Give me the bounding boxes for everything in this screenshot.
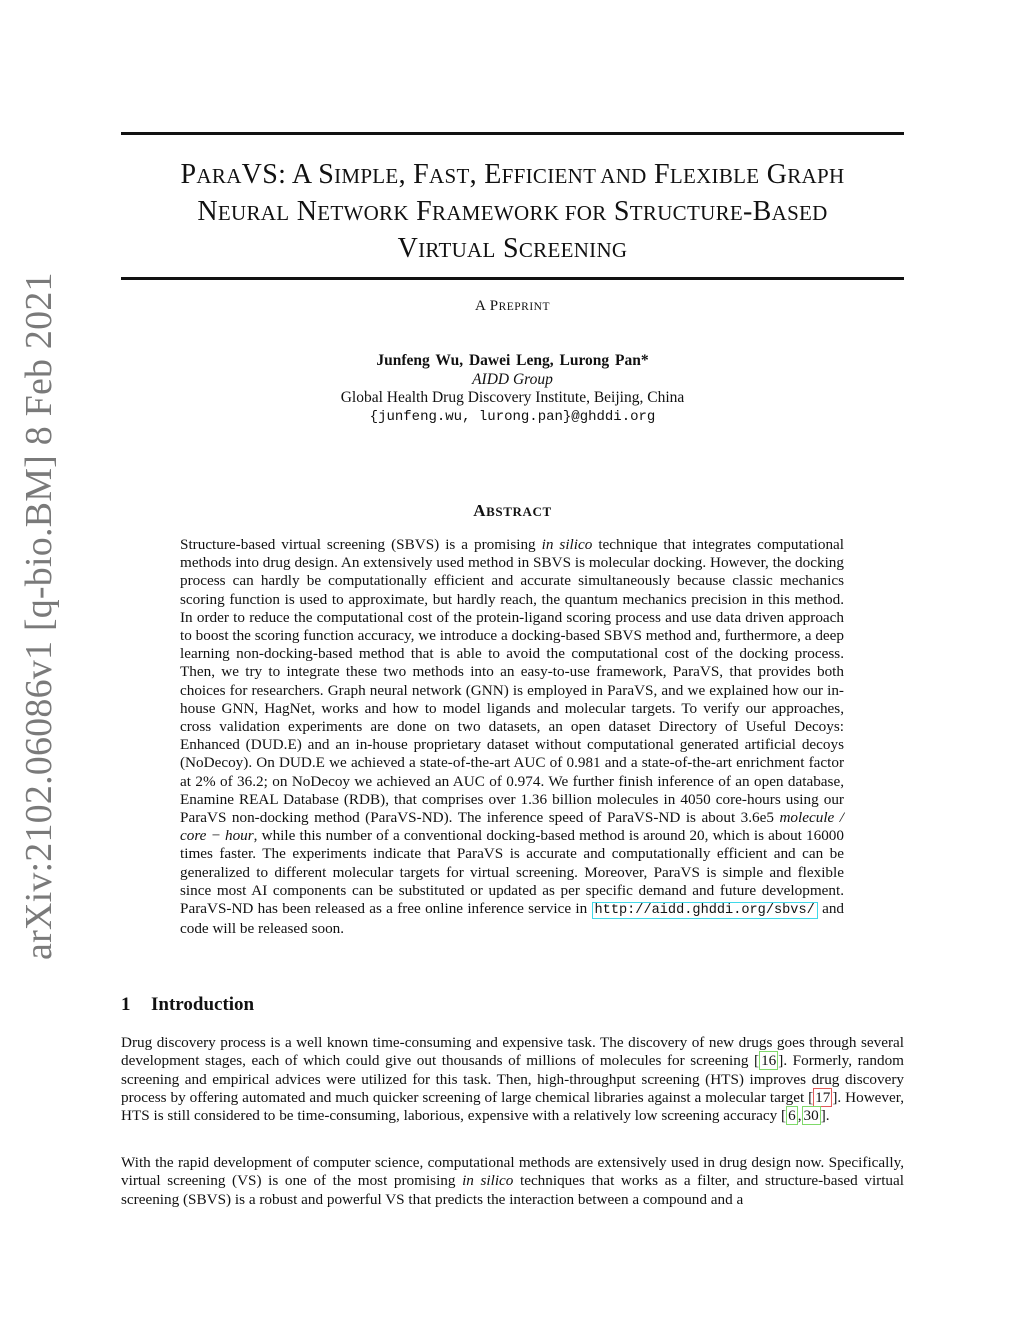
intro-paragraph-2 (121, 1154, 904, 1209)
title-text: -B (743, 196, 772, 227)
paragraph-text: ]. (820, 1107, 830, 1125)
author-names: Junfeng Wu, Dawei Leng, Lurong Pan* (376, 352, 649, 369)
paragraph-text: ]. Formerly, random screening and empirical advices were utilized for this task. Then, high-throughput screening (HTS) improves drug discovery process by offering automated and much quicker screening of large chemical libraries against a molecular target [ (121, 1052, 904, 1106)
abstract-text: technique that integrates computational methods into drug design. An extensively used method in SBVS is molecular docking. However, the docking process can hardly be computationally efficient and accurate simultaneously because classic mechanics scoring function is used to approximate, but hardly reach, the quantum mechanics precision in this method. In order to reduce the computational cost of the protein-ligand scoring process and use data driven approach to boost the scoring function accuracy, we introduce a docking-based SBVS method and, furthermore, a deep learning non-docking-based method that is able to avoid the computational cost of the docking process. Then, we try to integrate these two methods into an easy-to-use framework, ParaVS, that provides both choices for researchers. Graph neural network (GNN) is employed in ParaVS, and we explained how our in-house GNN, HagNet, works and how to model ligands and molecular targets. To verify our approaches, cross validation experiments are done on two datasets, an open dataset Directory of Useful Decoys: Enhanced (DUD.E) and an in-house proprietary dataset without computational generated artificial decoys (NoDecoy). On DUD.E we achieved a state-of-the-art AUC of 0.981 and a state-of-the-art enrichment factor at 2% of 36.2; on NoDecoy we achieved an AUC of 0.974. We further finish inference of an open database, Enamine REAL Database (RDB), that comprises over 1.36 billion molecules in 4050 core-hours using our ParaVS non-docking method (ParaVS-ND). The inference speed of ParaVS-ND is about 3.6e5 (180, 536, 845, 827)
paragraph-text: techniques that works as a filter, and structure-based virtual screening (SBVS) is a robust and powerful VS that predicts the interaction between a compound and a (121, 1172, 904, 1208)
title-text-smallcaps: ARA (196, 164, 242, 188)
title-text: S (318, 159, 335, 190)
abstract-heading-rest: BSTRACT (486, 504, 552, 519)
title-text: , (469, 159, 485, 190)
title-text (759, 159, 766, 190)
intro-paragraph-1 (121, 1034, 904, 1125)
title-line-1 (121, 157, 904, 194)
abstract-text: and code will be released soon. (180, 900, 845, 938)
title-text-smallcaps: FFICIENT AND (501, 164, 647, 188)
section-number: 1 (121, 994, 131, 1015)
title-text-smallcaps: TRUCTURE (629, 201, 743, 225)
arxiv-identifier-stamp: arXiv:2102.06086v1 [q-bio.BM] 8 Feb 2021 (18, 272, 60, 960)
title-text-smallcaps: CREENING (518, 238, 628, 262)
abstract-heading (121, 501, 904, 521)
title-text-smallcaps: LEXIBLE (669, 164, 760, 188)
author-institution: Global Health Drug Discovery Institute, Beijing, China (340, 389, 685, 406)
title-text (289, 196, 296, 227)
paragraph-text: , (797, 1107, 802, 1125)
paragraph-text: Drug discovery process is a well known time-consuming and expensive task. The discovery of new drugs goes through several development stages, each of which could give out thousands of millions of molecules for screening [ (121, 1034, 904, 1070)
title-text: E (484, 159, 502, 190)
title-text: V (397, 233, 419, 264)
title-text: N (197, 196, 218, 227)
paragraph-emphasis: in silico (462, 1172, 514, 1190)
title-text: N (296, 196, 318, 227)
preprint-label-lead: A P (474, 298, 499, 314)
abstract-text: , while this number of a conventional docking-based method is around 20, which is about 16000 times faster. The experiments indicate that ParaVS is accurate and computationally efficient and can be generalized to different molecular targets for virtual screening. Moreover, ParaVS is simple and flexible since most AI components can be substituted or updated as per specific demand and future development. ParaVS-ND has been released as a free online inference service in (180, 827, 844, 918)
title-text-smallcaps: IRTUAL (418, 238, 496, 262)
abstract-heading-lead: A (473, 501, 487, 520)
paragraph-text: With the rapid development of computer science, computational methods are extensively used in drug design now. Specifically, virtual screening (VS) is one of the most promising (121, 1154, 904, 1190)
author-email: {junfeng.wu, lurong.pan}@ghddi.org (369, 408, 656, 425)
title-line-2 (121, 194, 904, 231)
title-text-smallcaps: RAPH (787, 164, 845, 188)
citation-link[interactable]: 6 (788, 1107, 796, 1125)
title-top-rule (121, 132, 904, 135)
title-text (607, 196, 614, 227)
title-text: F (416, 196, 433, 227)
title-text: G (766, 159, 788, 190)
abstract-body (180, 536, 844, 938)
title-text: VS: A (241, 159, 319, 190)
paragraph-text: ]. However, HTS is still considered to be time-consuming, laborious, expensive with a relatively low screening accuracy [ (121, 1088, 904, 1125)
title-text: F (653, 159, 670, 190)
preprint-label-rest: REPRINT (498, 301, 551, 313)
author-group: AIDD Group (472, 370, 553, 388)
section-heading-introduction (121, 994, 254, 1016)
abstract-formula: molecule / core − hour (180, 809, 844, 845)
author-block (121, 352, 904, 426)
title-text: P (180, 159, 197, 190)
title-text-smallcaps: RAMEWORK FOR (432, 201, 607, 225)
title-line-3 (121, 231, 904, 268)
title-text-smallcaps: IMPLE (334, 164, 399, 188)
preprint-label (121, 298, 904, 315)
title-text: F (413, 159, 430, 190)
title-bottom-rule (121, 277, 904, 280)
title-text (496, 233, 503, 264)
title-text: S (502, 233, 519, 264)
citation-link[interactable]: 30 (803, 1107, 819, 1125)
paper-title (121, 157, 904, 268)
title-text: , (398, 159, 414, 190)
section-title: Introduction (151, 994, 255, 1015)
title-text: S (613, 196, 630, 227)
citation-link[interactable]: 17 (815, 1088, 831, 1106)
title-text-smallcaps: ETWORK (317, 201, 409, 225)
title-text-smallcaps: AST (429, 164, 470, 188)
title-text (647, 159, 654, 190)
abstract-text: Structure-based virtual screening (SBVS) is a promising (180, 536, 542, 553)
citation-link[interactable]: 16 (761, 1052, 777, 1070)
title-text-smallcaps: ASED (771, 201, 828, 225)
abstract-emphasis: in silico (541, 536, 593, 553)
title-text-smallcaps: EURAL (217, 201, 290, 225)
sbvs-service-link[interactable]: http://aidd.ghddi.org/sbvs/ (592, 902, 818, 919)
